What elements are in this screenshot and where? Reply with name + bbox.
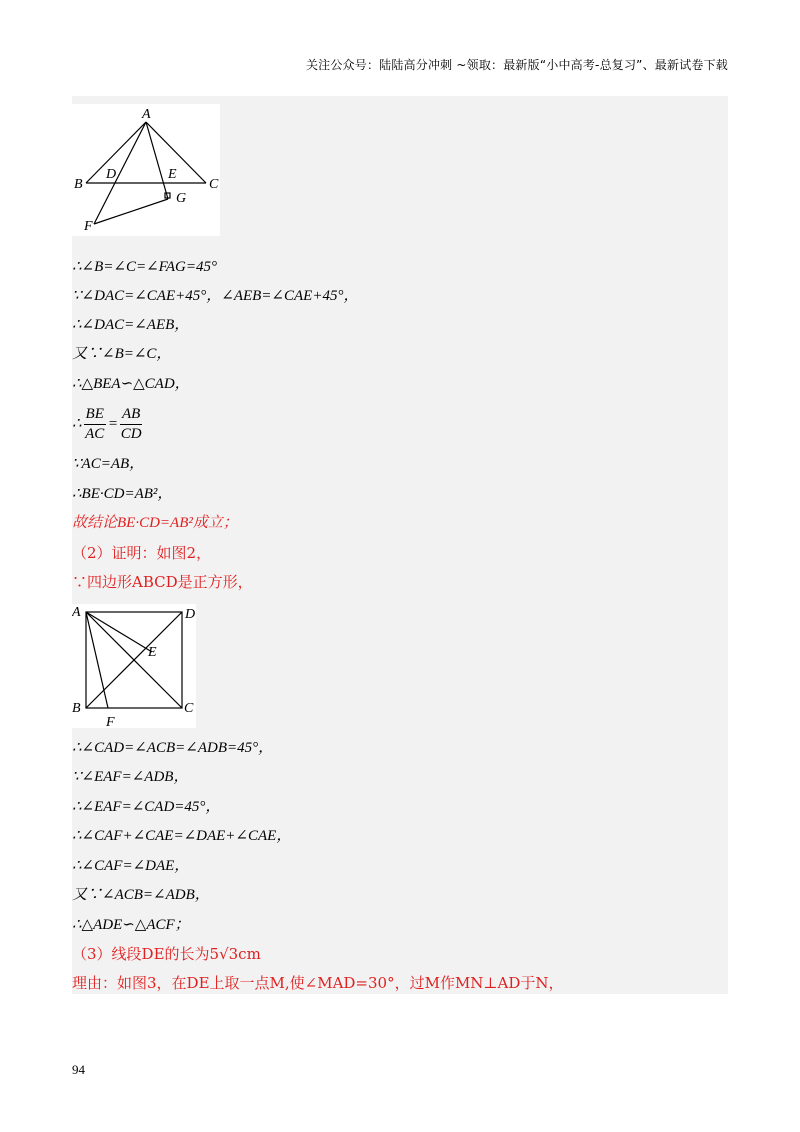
fig2-label-a: A — [72, 605, 81, 620]
fraction-be-ac — [84, 405, 106, 444]
fig1-label-b: B — [74, 177, 83, 192]
fig1-label-a: A — [142, 107, 151, 122]
fraction-numerator: BE — [84, 405, 106, 425]
proof-line: ∴∠CAD=∠ACB=∠ADB=45°， — [72, 740, 274, 756]
fig2-label-d: D — [185, 607, 196, 622]
proof-line: ∴BE·CD=AB²， — [72, 486, 173, 502]
figure-2-diagram — [72, 604, 196, 728]
proof-line: ∴△BEA∽△CAD， — [72, 376, 190, 392]
solution-content — [72, 96, 728, 994]
figure-1-triangle — [72, 104, 220, 236]
proof-line: ∵四边形ABCD是正方形， — [72, 573, 253, 591]
fraction-ab-cd — [120, 405, 142, 444]
fig1-label-f: F — [84, 219, 93, 234]
fig2-label-e: E — [148, 645, 157, 660]
fraction-equals: = — [107, 416, 118, 432]
proof-line: ∴∠B=∠C=∠FAG=45° — [72, 259, 218, 275]
figure-2-square — [72, 604, 196, 728]
fig1-label-e: E — [168, 167, 177, 182]
fraction-denominator: CD — [120, 426, 142, 443]
fraction-denominator: AC — [85, 426, 105, 443]
fraction-prefix: ∴ — [72, 416, 82, 432]
proof-line: ∴∠EAF=∠CAD=45°， — [72, 799, 221, 815]
figure-1-diagram — [72, 104, 220, 236]
fig1-label-d: D — [106, 167, 117, 182]
proof-line-fraction — [72, 404, 144, 444]
fig2-label-f: F — [106, 715, 115, 728]
proof-line: ∵AC=AB， — [72, 456, 145, 472]
proof-line: ∵∠EAF=∠ADB， — [72, 769, 189, 785]
proof-line: ∴∠DAC=∠AEB， — [72, 317, 190, 333]
fig2-label-b: B — [72, 701, 81, 716]
proof-line: ∵∠DAC=∠CAE+45°，∠AEB=∠CAE+45°， — [72, 288, 359, 304]
proof-line: （2）证明：如图2， — [72, 544, 212, 562]
fig1-label-c: C — [209, 177, 219, 192]
fig1-label-g: G — [176, 191, 187, 206]
page-number: 94 — [72, 1062, 85, 1077]
proof-line: ∴∠CAF=∠DAE， — [72, 858, 190, 874]
proof-line: 又∵∠B=∠C， — [72, 346, 172, 362]
proof-line: （3）线段DE的长为5√3cm — [72, 945, 261, 963]
proof-line: ∴∠CAF+∠CAE=∠DAE+∠CAE， — [72, 828, 292, 844]
proof-line: 故结论BE·CD=AB²成立； — [72, 515, 238, 531]
proof-line: 理由：如图3，在DE上取一点M,使∠MAD=30°，过M作MN⊥AD于N， — [72, 974, 564, 992]
fig2-label-c: C — [184, 701, 194, 716]
proof-line: ∴△ADE∽△ACF； — [72, 917, 190, 933]
fraction-numerator: AB — [120, 405, 142, 425]
proof-line: 又∵∠ACB=∠ADB， — [72, 887, 210, 903]
page-header: 关注公众号：陆陆高分冲刺 ~领取：最新版“小中高考-总复习”、最新试卷下载 — [305, 58, 728, 72]
